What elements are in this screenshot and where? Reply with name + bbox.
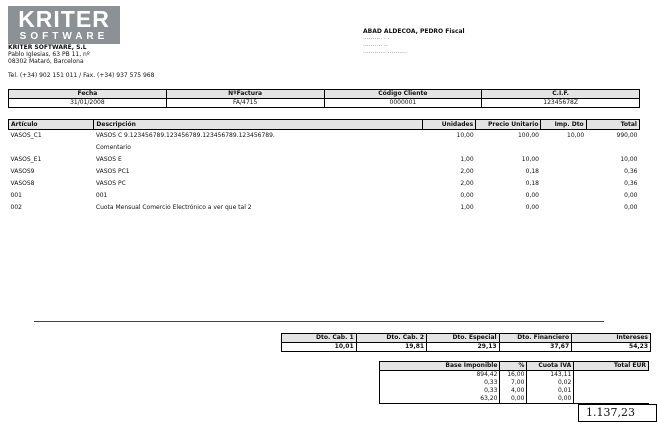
line-descripcion: VASOS E [95,156,122,163]
line-dto [541,202,586,214]
line-dto [541,190,586,202]
line-descripcion: VASOS PC [95,180,126,187]
tax-empty [574,379,649,387]
line-precio: 0,18 [525,168,539,175]
discounts-table [281,333,651,352]
header-col-cliente: Código Cliente [324,90,482,99]
line-descripcion: 001 [95,192,108,199]
invoice-number: FA/4715 [166,99,324,108]
logo-bottom-text: SOFTWARE [19,31,109,42]
line-articulo: VASOS_C1 [10,132,42,139]
line-articulo: 002 [10,204,22,211]
line-unidades: 1,00 [460,204,474,211]
company-phone: Tel. (+34) 902 151 011 / Fax. (+34) 937 575 968 [8,72,155,79]
dto-cab2-label: Dto. Cab. 2 [356,334,426,343]
dto-especial-value: 29,13 [427,343,500,352]
tax-base: 0,33 [380,387,500,395]
client-name: ABAD ALDECOA, PEDRO Fiscal [363,28,465,35]
line-total: 10,00 [620,156,638,163]
tax-empty [574,395,649,404]
grand-total: 1.137,23 [578,404,657,422]
line-dto [541,154,586,166]
company-name: KRITER SOFTWARE, S.L [8,44,87,51]
tax-col-cuota: Cuota IVA [527,362,574,371]
line-unidades: 0,00 [460,192,474,199]
dto-financiero-label: Dto. Financiero [499,334,572,343]
client-line-3: ············ ·········· [363,50,407,57]
line-precio: 0,18 [525,180,539,187]
table-row [380,395,649,404]
lines-col-total: Total [586,120,639,130]
table-row [9,142,640,154]
divider [34,321,604,322]
dto-cab1-value: 10,01 [282,343,357,352]
line-total: 0,00 [624,192,638,199]
table-row [380,379,649,387]
invoice-date: 31/01/2008 [9,99,167,108]
lines-col-precio: Precio Unitario [476,120,541,130]
company-address-1: Pablo Iglesias, 63 PB 11, nº [8,51,90,58]
tax-base: 894,42 [380,371,500,380]
tax-col-base: Base Imponible [380,362,500,371]
line-total: 990,00 [616,132,638,139]
line-articulo [9,142,94,154]
company-address-2: 08302 Mataró, Barcelona [8,58,84,65]
line-articulo: VASOS8 [10,180,35,187]
dto-especial-label: Dto. Especial [427,334,500,343]
line-total: 0,00 [624,204,638,211]
line-precio: 0,00 [525,192,539,199]
line-total: 0,36 [624,180,638,187]
client-line-2: ·········· ·· [363,43,388,50]
line-dto [541,166,586,178]
line-unidades [422,142,475,154]
line-descripcion: Cuota Mensual Comercio Electrónico a ver que tal 2 [95,204,252,211]
tax-col-total: Total EUR [574,362,649,371]
tax-base: 0,33 [380,379,500,387]
line-unidades: 1,00 [460,156,474,163]
line-dto [541,178,586,190]
line-descripcion: VASOS C 9.123456789.123456789.123456789.123456789. [95,132,275,139]
table-row [9,178,640,190]
line-unidades: 2,00 [460,168,474,175]
dto-cab1-label: Dto. Cab. 1 [282,334,357,343]
line-descripcion: VASOS PC1 [95,168,130,175]
dto-cab2-value: 19,81 [356,343,426,352]
line-precio: 100,00 [517,132,539,139]
table-row [9,130,640,143]
intereses-value: 54,23 [572,343,651,352]
line-dto: 10,00 [567,132,585,139]
line-total [586,142,639,154]
header-col-fecha: Fecha [9,90,167,99]
tax-cuota: 0,01 [527,387,574,395]
client-code: 0000001 [324,99,482,108]
line-unidades: 2,00 [460,180,474,187]
tax-cuota: 143,11 [527,371,574,380]
table-row [9,202,640,214]
client-line-1: ·········· · · [363,36,390,43]
invoice-lines-table [8,119,640,214]
header-col-factura: NºFactura [166,90,324,99]
line-total: 0,36 [624,168,638,175]
intereses-label: Intereses [572,334,651,343]
client-cif: 12345678Z [482,99,640,108]
logo-top-text: KRITER [18,6,110,32]
dto-financiero-value: 37,67 [499,343,572,352]
tax-empty [574,387,649,395]
lines-col-unidades: Unidades [422,120,475,130]
table-row [9,154,640,166]
tax-pct: 0,00 [500,395,527,404]
lines-col-descripcion: Descripción [94,120,423,130]
line-articulo: VASOS_E1 [10,156,42,163]
lines-col-articulo: Artículo [9,120,94,130]
tax-pct: 16,00 [500,371,527,380]
tax-pct: 7,00 [500,379,527,387]
line-dto [541,142,586,154]
line-precio: 0,00 [525,204,539,211]
line-articulo: VASOS9 [10,168,35,175]
table-row [9,166,640,178]
lines-col-dto: Imp. Dto [541,120,586,130]
invoice-header-table [8,89,640,108]
tax-empty [574,371,649,380]
line-descripcion: Comentario [95,144,131,151]
line-unidades: 10,00 [456,132,474,139]
table-row [380,371,649,380]
line-precio: 10,00 [521,156,539,163]
company-logo [8,6,120,44]
line-precio [476,142,541,154]
header-col-cif: C.I.F. [482,90,640,99]
tax-base: 63,20 [380,395,500,404]
table-row [380,387,649,395]
tax-table [379,361,649,404]
tax-col-pct: % [500,362,527,371]
tax-cuota: 0,00 [527,395,574,404]
table-row [9,190,640,202]
line-articulo: 001 [10,192,22,199]
tax-pct: 4,00 [500,387,527,395]
tax-cuota: 0,02 [527,379,574,387]
